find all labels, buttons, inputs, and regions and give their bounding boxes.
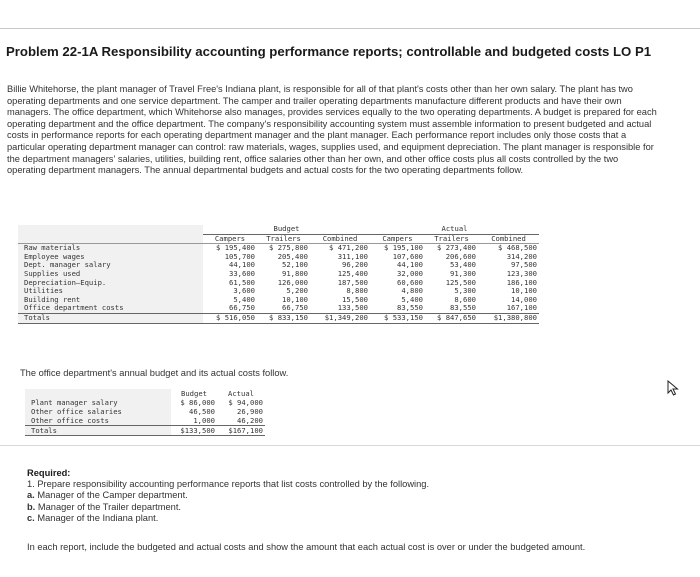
table-cell: 8,600: [454, 295, 476, 304]
table-cell: 311,100: [337, 252, 368, 261]
table-cell: 32,000: [397, 269, 423, 278]
table-cell: 33,600: [229, 269, 255, 278]
table-cell: 96,200: [342, 261, 368, 270]
department-budget-table: [18, 225, 539, 324]
col-header: Actual: [228, 389, 254, 398]
table-cell: $ 516,050: [203, 313, 257, 323]
top-divider: [0, 28, 700, 29]
row-label: Totals: [25, 426, 171, 436]
item-text: Manager of the Trailer department.: [37, 501, 182, 512]
table-column-header: [25, 389, 265, 398]
table-cell: 91,800: [282, 269, 308, 278]
table-row: [25, 398, 265, 407]
table-cell: $ 86,000: [180, 398, 215, 407]
table-cell: $1,380,800: [478, 313, 539, 323]
table-row: [18, 287, 539, 296]
table-cell: 44,100: [229, 261, 255, 270]
budget-group-label: Budget: [203, 225, 370, 234]
table-group-header: [18, 225, 539, 234]
col-header: Campers: [370, 234, 425, 244]
table-cell: 10,100: [511, 287, 537, 296]
col-header: Trailers: [425, 234, 478, 244]
table-cell: 5,300: [454, 287, 476, 296]
table-cell: 125,400: [337, 269, 368, 278]
table-row: [18, 296, 539, 305]
table-cell: 4,800: [401, 287, 423, 296]
table-cell: 60,600: [397, 278, 423, 287]
row-label: Dept. manager salary: [18, 261, 203, 270]
table-cell: 10,100: [282, 295, 308, 304]
table-row: [18, 304, 539, 313]
col-header: Combined: [310, 234, 370, 244]
item-text: Manager of the Camper department.: [37, 490, 188, 501]
table-cell: 44,100: [397, 261, 423, 270]
table-cell: 126,000: [277, 278, 308, 287]
table-cell: $ 94,000: [228, 398, 263, 407]
row-label: Raw materials: [18, 244, 203, 253]
table-cell: 167,100: [506, 304, 537, 313]
table-cell: 52,100: [282, 261, 308, 270]
table-cell: 133,500: [337, 304, 368, 313]
table-cell: 91,300: [450, 269, 476, 278]
table-row: [18, 244, 539, 253]
pointer-cursor-icon: [667, 380, 681, 396]
table-cell: 15,500: [342, 295, 368, 304]
table-totals-row: [25, 426, 265, 436]
required-item-c: [27, 513, 627, 524]
table-row: [25, 407, 265, 416]
office-intro: The office department's annual budget and its actual costs follow.: [20, 368, 289, 378]
item-letter: a.: [27, 490, 35, 501]
col-header: Budget: [181, 389, 207, 398]
row-label: Utilities: [18, 287, 203, 296]
table-cell: 83,550: [450, 304, 476, 313]
table-cell: 66,750: [282, 304, 308, 313]
table-cell: 8,800: [346, 287, 368, 296]
table-cell: 5,200: [286, 287, 308, 296]
row-label: Building rent: [18, 296, 203, 305]
table-cell: 186,100: [506, 278, 537, 287]
table-cell: 53,400: [450, 261, 476, 270]
col-header: Campers: [203, 234, 257, 244]
required-item-b: [27, 502, 627, 513]
row-label: Totals: [18, 313, 203, 323]
table-cell: 1,000: [193, 416, 215, 425]
row-label: Other office salaries: [25, 407, 171, 416]
table-cell: 46,500: [189, 407, 215, 416]
row-label: Office department costs: [18, 304, 203, 313]
table-cell: 314,200: [506, 252, 537, 261]
required-heading: Required:: [27, 468, 71, 478]
required-item-1: 1. Prepare responsibility accounting performance reports that list costs controlled by the following.: [27, 479, 430, 490]
table-cell: $ 533,150: [370, 313, 425, 323]
table-cell: 206,600: [445, 252, 476, 261]
problem-title: Problem 22-1A Responsibility accounting performance reports; controllable and budgeted costs LO P1: [6, 44, 652, 59]
row-label: Other office costs: [25, 416, 171, 426]
row-label: Supplies used: [18, 270, 203, 279]
table-cell: 26,900: [237, 407, 263, 416]
section-divider: [0, 445, 700, 446]
table-cell: 14,000: [511, 295, 537, 304]
table-cell: 46,200: [237, 416, 263, 425]
actual-group-label: Actual: [370, 225, 539, 234]
requirements: [27, 468, 627, 524]
table-cell: 105,700: [224, 252, 255, 261]
row-label: Depreciation—Equip.: [18, 279, 203, 288]
report-instruction: In each report, include the budgeted and actual costs and show the amount that each actual cost is over or under the budgeted amount.: [27, 542, 586, 552]
item-letter: c.: [27, 512, 35, 523]
table-cell: 5,400: [233, 295, 255, 304]
table-cell: 125,500: [445, 278, 476, 287]
col-header: Trailers: [257, 234, 310, 244]
office-budget-table: [25, 389, 265, 436]
table-cell: 83,550: [397, 304, 423, 313]
row-label: Plant manager salary: [25, 398, 171, 407]
table-cell: $ 847,650: [425, 313, 478, 323]
table-cell: $ 195,100: [384, 243, 423, 253]
table-cell: $133,500: [171, 426, 217, 436]
table-cell: 5,400: [401, 295, 423, 304]
table-row: [18, 261, 539, 270]
table-cell: $ 273,400: [437, 243, 476, 253]
table-cell: $ 468,500: [498, 243, 537, 253]
table-cell: 187,500: [337, 278, 368, 287]
table-cell: 66,750: [229, 304, 255, 313]
item-letter: b.: [27, 501, 36, 512]
row-label: Employee wages: [18, 253, 203, 262]
table-row: [18, 270, 539, 279]
table-cell: $ 195,400: [216, 243, 255, 253]
col-header: Combined: [478, 234, 539, 244]
table-cell: 3,600: [233, 287, 255, 296]
table-cell: $ 275,800: [269, 243, 308, 253]
table-cell: 61,500: [229, 278, 255, 287]
table-cell: 205,400: [277, 252, 308, 261]
table-row: [18, 253, 539, 262]
table-cell: $167,100: [217, 426, 265, 436]
table-cell: 97,500: [511, 261, 537, 270]
table-cell: $ 833,150: [257, 313, 310, 323]
required-item-a: [27, 490, 627, 501]
table-cell: 107,600: [392, 252, 423, 261]
table-column-header: [18, 234, 539, 244]
table-cell: 123,300: [506, 269, 537, 278]
table-row: [25, 416, 265, 426]
item-text: Manager of the Indiana plant.: [37, 512, 159, 523]
table-row: [18, 279, 539, 288]
problem-intro: Billie Whitehorse, the plant manager of Travel Free's Indiana plant, is responsible for all of that plant's costs other than her own salary. The plant has two operating departments and one service department. The camper and trailer operating departments manufacture different products and have their own managers. The office department, which Whitehorse also manages, provides services equally to the two operating departments. A budget is prepared for each operating department and the office department. The company's responsibility accounting system must assemble information to present budgeted and actual costs in performance reports for each operating department manager and the plant manager. Each performance report includes only those costs that a particular operating department manager can control: raw materials, wages, supplies used, and equipment depreciation. The plant manager is responsible for the department managers' salaries, utilities, building rent, office salaries other than her own, and other office costs plus all costs controlled by the two operating department managers. The annual departmental budgets and actual costs for the two operating departments follow.: [7, 84, 657, 176]
table-cell: $ 471,200: [329, 243, 368, 253]
table-totals-row: [18, 313, 539, 323]
table-cell: $1,349,200: [310, 313, 370, 323]
